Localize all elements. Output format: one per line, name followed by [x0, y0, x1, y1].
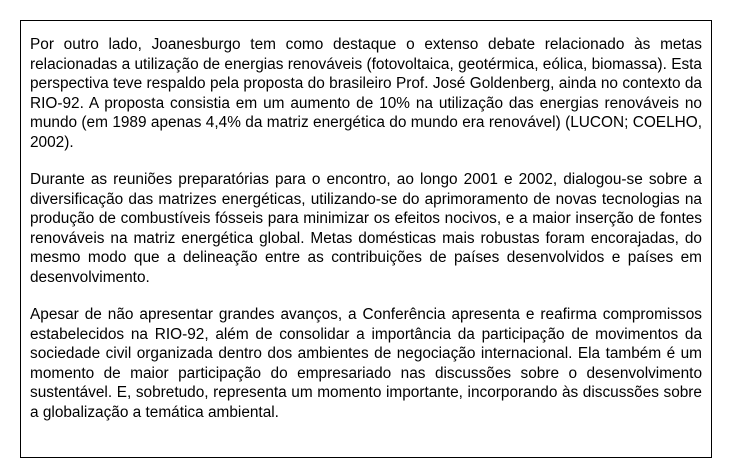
text-box-content	[30, 35, 702, 440]
text-box-frame	[20, 20, 712, 458]
paragraph-joanesburgo: Por outro lado, Joanesburgo tem como destaque o extenso debate relacionado às metas relacionadas a utilização de energias renováveis (fotovoltaica, geotérmica, eólica, biomassa). Esta perspectiva teve respaldo pela proposta do brasileiro Prof. José Goldenberg, ainda no contexto da RIO-92. A proposta consistia em um aumento de 10% na utilização das energias renováveis no mundo (em 1989 apenas 4,4% da matriz energética do mundo era renovável) (LUCON; COELHO, 2002).	[30, 36, 702, 151]
paragraph-conferencia: Apesar de não apresentar grandes avanços, a Conferência apresenta e reafirma compromissos estabelecidos na RIO-92, além de consolidar a importância da participação de movimentos da sociedade civil organizada dentro dos ambientes de negociação internacional. Ela também é um momento de maior participação do empresariado nas discussões sobre o desenvolvimento sustentável. E, sobretudo, representa um momento importante, incorporando às discussões sobre a globalização a temática ambiental.	[30, 306, 702, 421]
paragraph-reunioes-preparatorias: Durante as reuniões preparatórias para o encontro, ao longo 2001 e 2002, dialogou-se sobre a diversificação das matrizes energéticas, utilizando-se do aprimoramento de novas tecnologias na produção de combustíveis fósseis para minimizar os efeitos nocivos, e a maior inserção de fontes renováveis na matriz energética global. Metas domésticas mais robustas foram encorajadas, do mesmo modo que a delineação entre as contribuições de países desenvolvidos e países em desenvolvimento.	[30, 171, 702, 286]
